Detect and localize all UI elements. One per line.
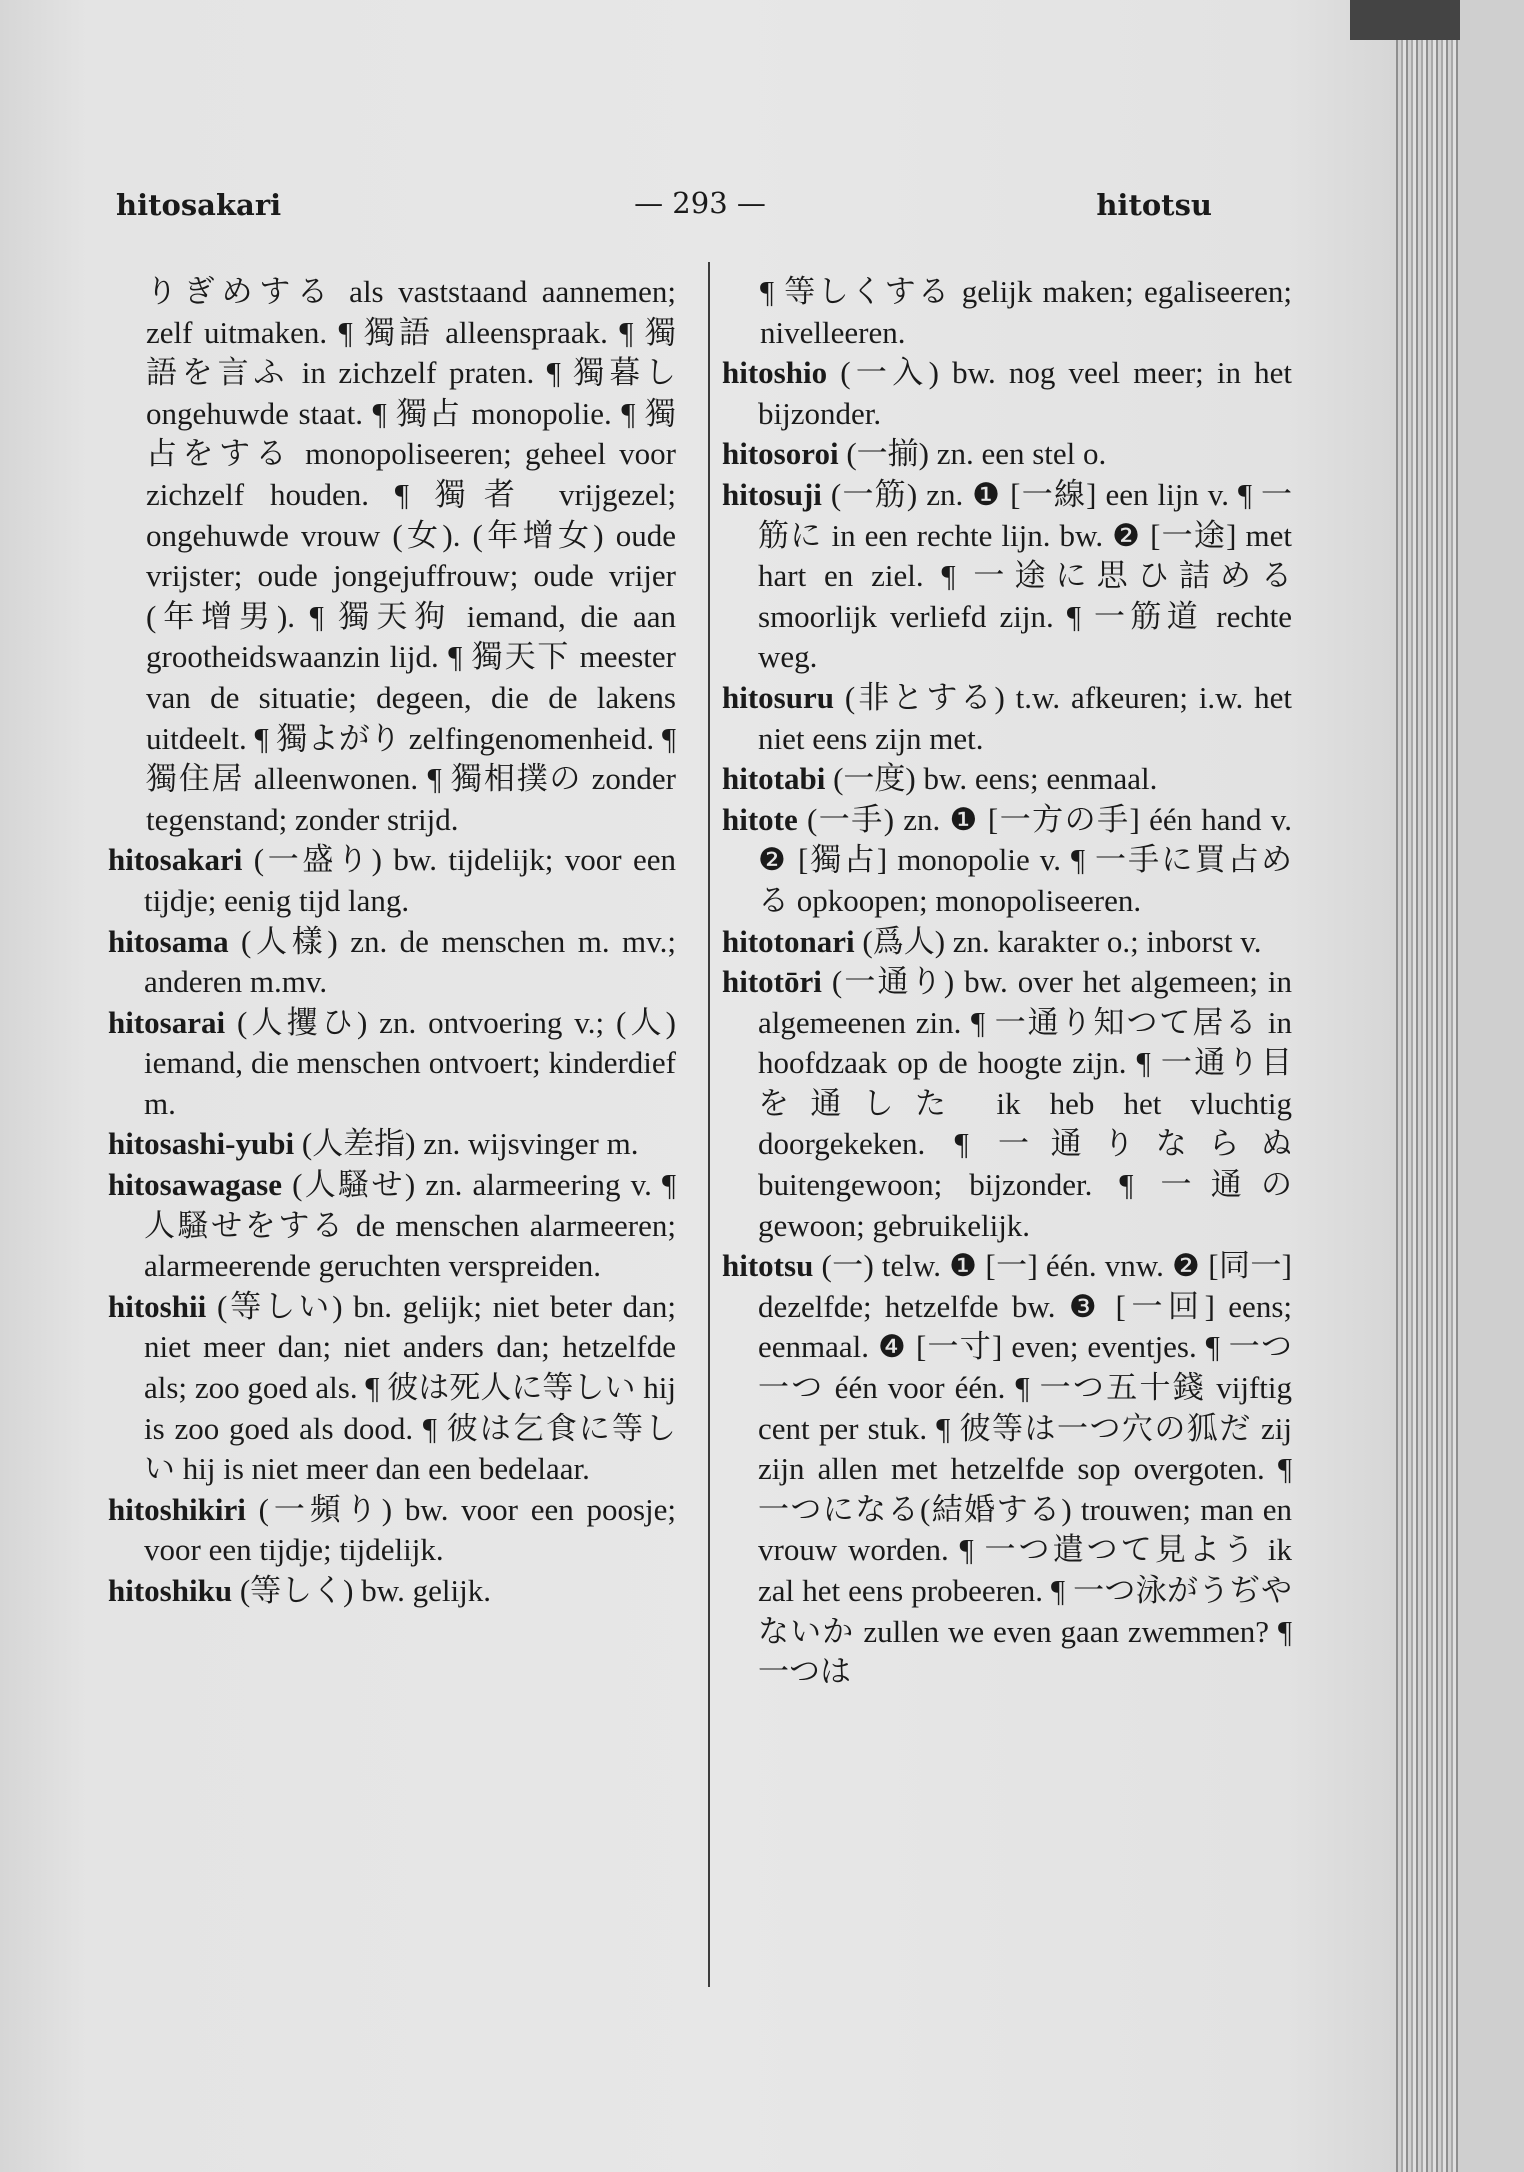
dictionary-entry [108,1287,676,1490]
entry-definition: (等しい) bn. gelijk; niet beter dan; niet meer dan; niet anders dan; hetzelfde als; zoo goed als. ¶ 彼は死人に等しい hij is zoo goed als dood. ¶ 彼は乞食に等しい hij is niet meer dan een bedelaar. [144,1288,677,1487]
entry-definition: (人差指) zn. wijsvinger m. [301,1126,639,1162]
entry-headword: hitosuji [722,476,822,512]
dictionary-entry [722,800,1292,922]
entry-definition: (一) telw. ❶ [一] één. vnw. ❷ [同一] dezelfde; hetzelfde bw. ❸ [一回] eens; eenmaal. ❹ [一寸] even; eventjes. ¶ 一つ一つ één voor één. ¶ 一つ五十錢 vijftig cent per stuk. ¶ 彼等は一つ穴の狐だ zij zijn allen met hetzelfde sop overgoten. ¶ 一つになる(結婚する) trouwen; man en vrouw worden. ¶ 一つ遣つて見よう ik zal het eens probeeren. ¶ 一つ泳がうぢやないか zullen we even gaan zwemmen? ¶ 一つは [758,1248,1293,1690]
entry-headword: hitosawagase [108,1167,282,1203]
entry-definition: (非とする) t.w. afkeuren; i.w. het niet eens zijn met. [758,679,1293,756]
left-column [108,272,676,1612]
dictionary-entry [108,1003,676,1125]
entry-definition: (一揃) zn. een stel o. [846,436,1107,472]
dictionary-entry [108,922,676,1003]
entry-definition: ¶ 等しくする gelijk maken; egaliseeren; nivelleeren. [760,274,1292,350]
running-head-left: hitosakari [116,188,282,222]
entry-headword: hitoshiku [108,1573,233,1608]
entry-headword: hitotonari [722,923,855,959]
dictionary-entry [108,1124,676,1165]
entry-headword: hitosashi-yubi [108,1126,295,1162]
entry-definition: (人樣) zn. de menschen m. mv.; anderen m.mv. [144,923,677,1000]
entry-definition: (等しく) bw. gelijk. [239,1573,491,1608]
entry-headword: hitotōri [722,964,822,1000]
dictionary-entry [722,475,1292,678]
entry-headword: hitosoroi [722,436,839,472]
dictionary-entry [722,678,1292,759]
entry-headword: hitosuru [722,679,834,715]
entry-definition: (一手) zn. ❶ [一方の手] één hand v. ❷ [獨占] monopolie v. ¶ 一手に買占める opkoopen; monopoliseeren. [758,801,1293,918]
book-corner [1350,0,1460,40]
entry-headword: hitoshikiri [108,1491,246,1527]
dictionary-entry [722,353,1292,434]
dictionary-entry [108,1165,676,1287]
entry-headword: hitosama [108,923,229,959]
dictionary-entry [722,434,1292,475]
dictionary-entry [108,1490,676,1571]
entry-headword: hitote [722,801,798,837]
dictionary-entry [722,759,1292,800]
entry-headword: hitotsu [722,1248,814,1284]
entry-definition: (爲人) zn. karakter o.; inborst v. [862,923,1262,959]
entry-headword: hitotabi [722,761,826,797]
dictionary-entry [722,922,1292,963]
page-number: — 293 — [634,186,766,220]
entry-headword: hitoshii [108,1288,207,1324]
dictionary-entry [108,1571,676,1612]
entry-headword: hitosakari [108,842,243,878]
entry-definition: (一筋) zn. ❶ [一線] een lijn v. ¶ 一筋に in een rechte lijn. bw. ❷ [一途] met hart en ziel. ¶ 一途に思ひ詰める smoorlijk verliefd zijn. ¶ 一筋道 rechte weg. [758,476,1293,675]
entry-definition: (一入) bw. nog veel meer; in het bijzonder. [758,355,1292,431]
column-divider [708,262,710,1987]
entry-headword: hitoshio [722,355,828,391]
entry-definition: (人騷せ) zn. alarmeering v. ¶ 人騷せをする de menschen alarmeeren; alarmeerende geruchten verspreiden. [144,1167,676,1284]
right-column [722,272,1292,1693]
running-head-right: hitotsu [1096,188,1212,222]
entry-definition: (一度) bw. eens; eenmaal. [833,761,1158,797]
dictionary-entry [722,272,1292,353]
dictionary-entry [108,272,676,840]
page-edge [1396,0,1460,2172]
entry-definition: (一通り) bw. over het algemeen; in algemeenen zin. ¶ 一通り知つて居る in hoofdzaak op de hoogte zijn. ¶ 一通り目を通した ik heb het vluchtig doorgekeken. ¶ 一通りならぬ buitengewoon; bijzonder. ¶ 一通の gewoon; gebruikelijk. [758,964,1293,1243]
entry-definition: りぎめする als vaststaand aannemen; zelf uitmaken. ¶ 獨語 alleenspraak. ¶ 獨語を言ふ in zichzelf praten. ¶ 獨暮し ongehuwde staat. ¶ 獨占 monopolie. ¶ 獨占をする monopoliseeren; geheel voor zichzelf houden. ¶ 獨者 vrijgezel; ongehuwde vrouw (女). (年增女) oude vrijster; oude jongejuffrouw; oude vrijer (年增男). ¶ 獨天狗 iemand, die aan grootheidswaanzin lijd. ¶ 獨天下 meester van de situatie; degeen, die de lakens uitdeelt. ¶ 獨よがり zelfingenomenheid. ¶ 獨住居 alleenwonen. ¶ 獨相撲の zonder tegenstand; zonder strijd. [146,274,676,837]
entry-definition: (人攫ひ) zn. ontvoering v.; (人) iemand, die menschen ontvoert; kinderdief m. [144,1004,676,1121]
entry-headword: hitosarai [108,1004,226,1040]
dictionary-entry [108,840,676,921]
dictionary-entry [722,962,1292,1246]
entry-definition: (一盛り) bw. tijdelijk; voor een tijdje; eenig tijd lang. [144,842,676,918]
dictionary-entry [722,1246,1292,1693]
entry-definition: (一頻り) bw. voor een poosje; voor een tijdje; tijdelijk. [144,1491,677,1568]
